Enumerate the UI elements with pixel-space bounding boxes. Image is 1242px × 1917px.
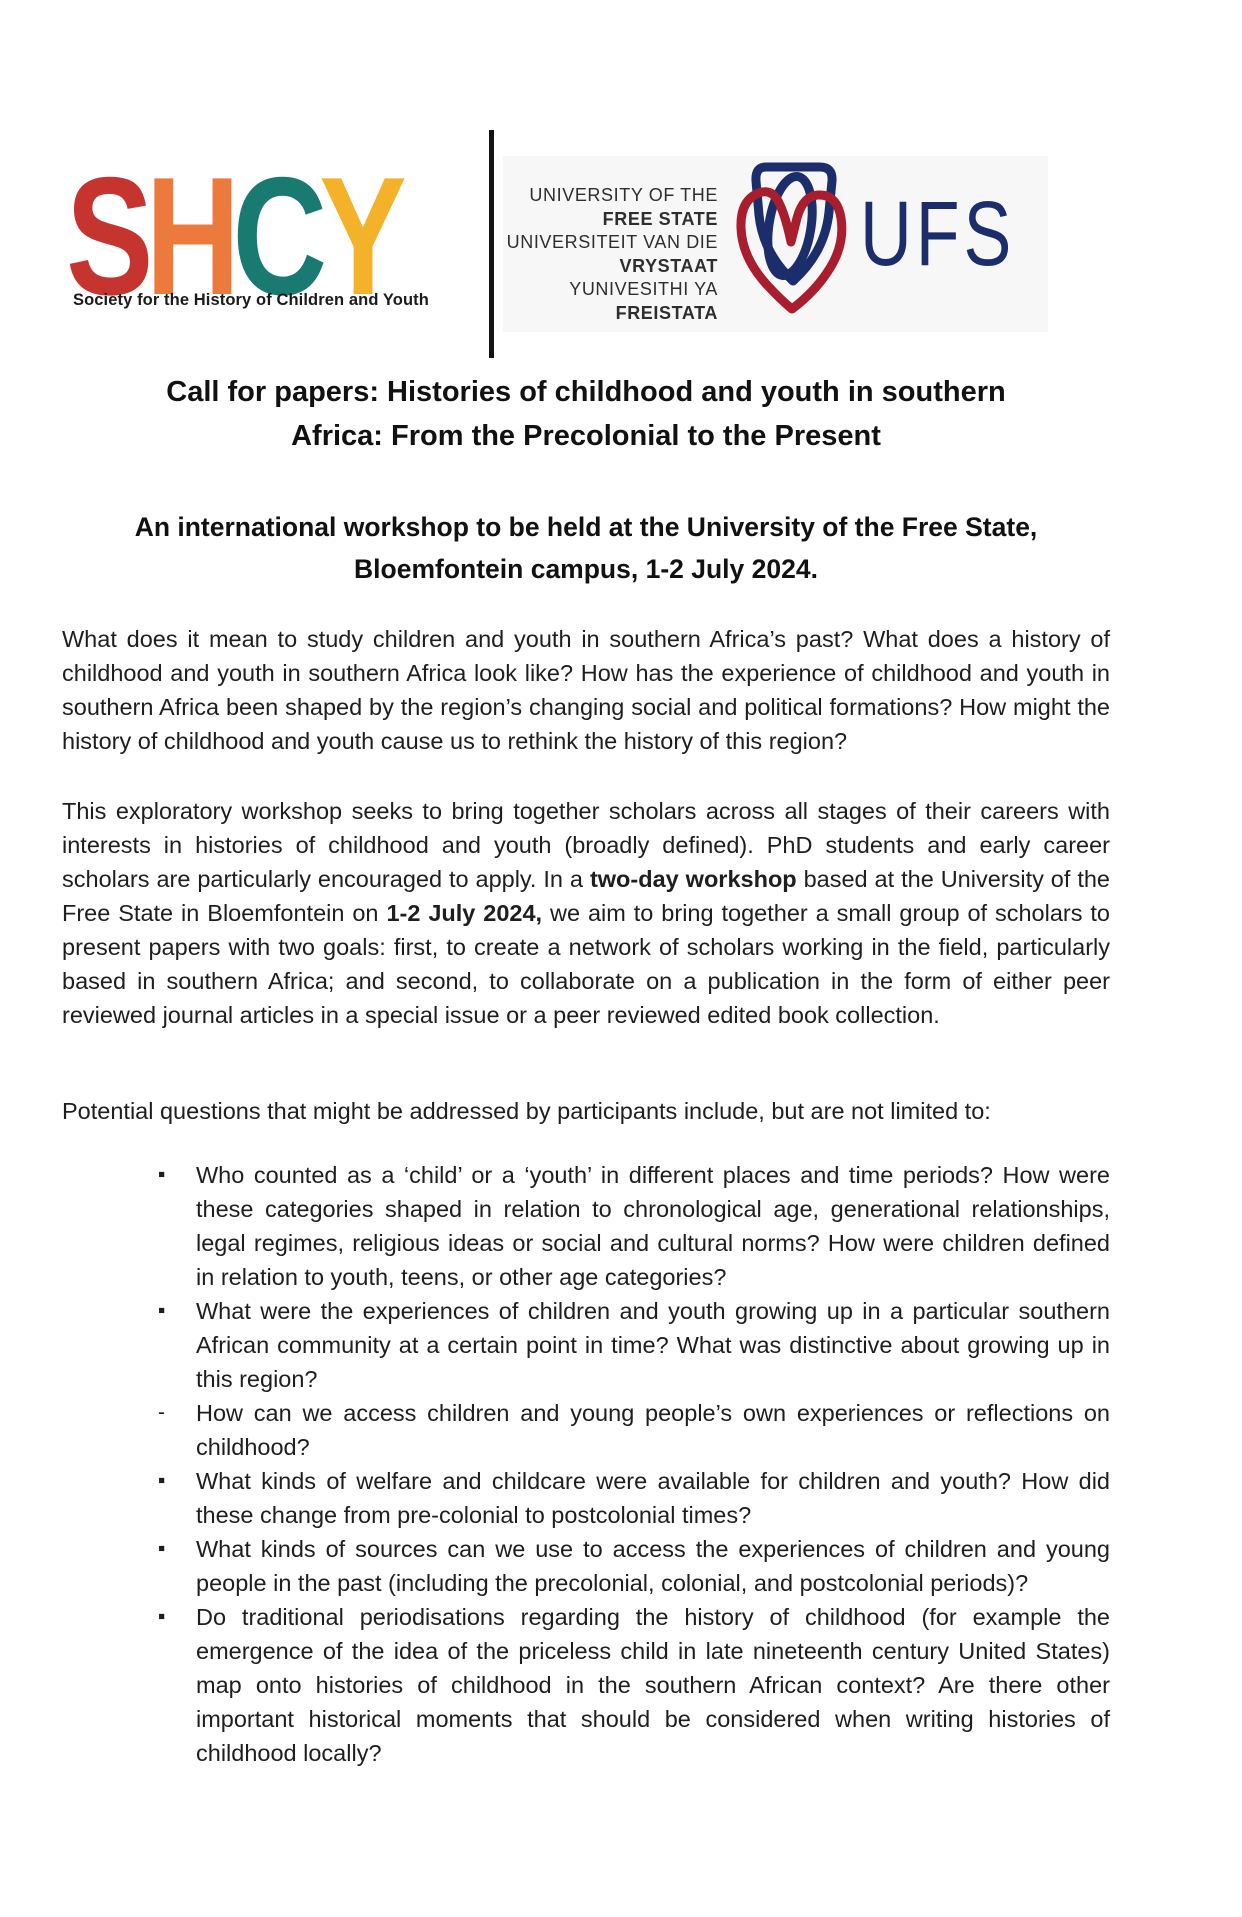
list-item-text: What kinds of sources can we use to access the experiences of children and young people in the past (including the precolonial, colonial, and postcolonial periods)? (196, 1536, 1110, 1596)
ufs-name-line: FREE STATE (602, 208, 718, 229)
page-subtitle-line-2: Bloemfontein campus, 1-2 July 2024. (354, 554, 818, 584)
bullet-marker: ▪ (158, 1605, 166, 1628)
list-item-text: What were the experiences of children and youth growing up in a particular southern African community at a certain point in time? What was distinctive about growing up in this region? (196, 1298, 1110, 1392)
header-divider (489, 130, 494, 358)
shcy-letter-s: S (66, 142, 146, 330)
shcy-letter-c: C (232, 142, 320, 330)
bullet-marker: ▪ (158, 1163, 166, 1186)
paragraph-segment-bold: two-day workshop (589, 866, 797, 892)
ufs-name-line: FREISTATA (615, 302, 718, 323)
ufs-name-line: UNIVERSITEIT VAN DIE (506, 232, 718, 252)
bullet-marker: ▪ (158, 1299, 166, 1322)
paragraph-segment: we aim to bring together a small group of scholars to present papers with two goals: first, to create a network of scholars working in the field, particularly based in southern Africa; and second, to collaborate on a publication in the form of either peer reviewed journal articles in a special issue or a peer reviewed edited book collection. (62, 900, 1111, 1028)
shcy-letter-y: Y (319, 142, 399, 330)
list-item (62, 1464, 1110, 1532)
list-item (62, 1294, 1110, 1396)
page-title (62, 370, 1110, 458)
shcy-letter-h: H (145, 142, 233, 330)
shcy-tagline: Society for the History of Children and Youth (73, 291, 429, 309)
page-subtitle (62, 506, 1110, 590)
page-title-line-1: Call for papers: Histories of childhood and youth in southern (166, 376, 1006, 408)
bullet-marker: - (158, 1401, 165, 1424)
ufs-name-block (500, 184, 718, 325)
list-item-text: How can we access children and young people’s own experiences or reflections on childhood? (196, 1400, 1110, 1460)
paragraph-segment: This exploratory workshop seeks to bring together scholars across all stages of their careers with interests in histories of childhood and youth (broadly defined). PhD students and early career scholars are particularly encouraged to apply. In a (62, 798, 1110, 892)
ufs-wordmark: UFS (860, 183, 1016, 285)
ufs-emblem-icon (726, 158, 858, 323)
page-title-line-2: Africa: From the Precolonial to the Present (291, 420, 881, 452)
paragraph-segment: based at the University of the Free State in Bloemfontein on (62, 866, 1110, 926)
page-subtitle-line-1: An international workshop to be held at the University of the Free State, (134, 512, 1038, 542)
ufs-name-line: VRYSTAAT (619, 255, 718, 276)
bullet-marker: ▪ (158, 1469, 166, 1492)
ufs-name-line: YUNIVESITHI YA (569, 279, 718, 299)
paragraph-segment-bold: 1-2 July 2024, (386, 900, 543, 926)
list-item-text: Who counted as a ‘child’ or a ‘youth’ in different places and time periods? How were these categories shaped in relation to chronological age, generational relationships, legal regimes, religious ideas or social and cultural norms? How were children defined in relation to youth, teens, or other age categories? (196, 1162, 1110, 1290)
list-item (62, 1396, 1110, 1464)
questions-list (62, 1158, 1110, 1770)
paragraph-workshop-description (62, 794, 1110, 1032)
list-item-text: What kinds of welfare and childcare were available for children and youth? How did these change from pre-colonial to postcolonial times? (196, 1468, 1110, 1528)
list-item (62, 1158, 1110, 1294)
paragraph-potential-questions-lead: Potential questions that might be addressed by participants include, but are not limited to: (62, 1098, 991, 1124)
list-item (62, 1532, 1110, 1600)
list-item-text: Do traditional periodisations regarding the history of childhood (for example the emergence of the idea of the priceless child in late nineteenth century United States) map onto histories of childhood in the southern African context? Are there other important historical moments that should be considered when writing histories of childhood locally? (196, 1604, 1110, 1766)
list-item (62, 1600, 1110, 1770)
bullet-marker: ▪ (158, 1537, 166, 1560)
ufs-name-line: UNIVERSITY OF THE (529, 185, 718, 205)
paragraph-intro-questions: What does it mean to study children and youth in southern Africa’s past? What does a history of childhood and youth in southern Africa look like? How has the experience of childhood and youth in southern Africa been shaped by the region’s changing social and political formations? How might the history of childhood and youth cause us to rethink the history of this region? (62, 626, 1110, 754)
